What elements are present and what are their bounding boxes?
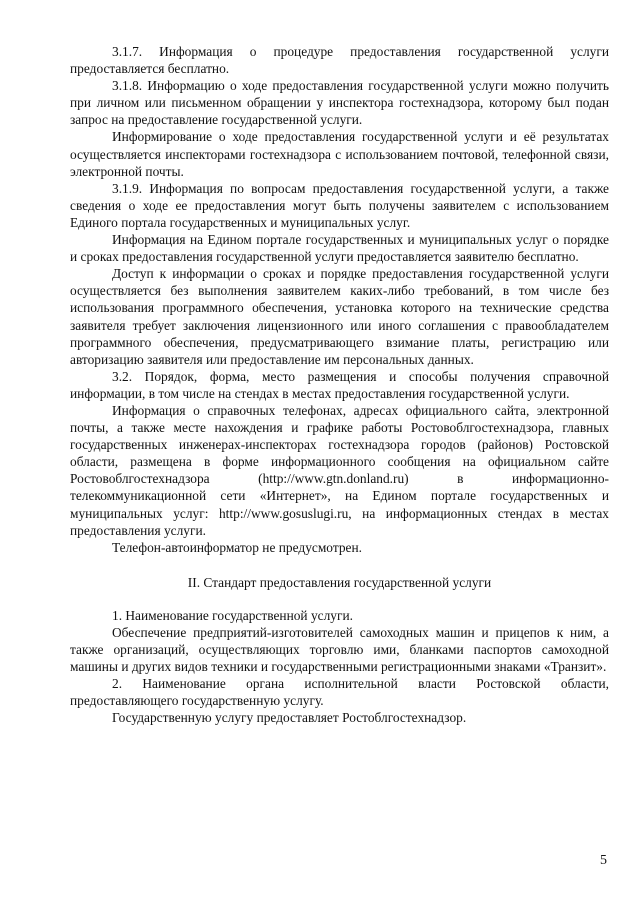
paragraph-3-1-7: 3.1.7. Информация о процедуре предоставления государственной услуги предоставляется бесплатно. — [70, 44, 609, 77]
paragraph-access-to-information: Доступ к информации о сроках и порядке предоставления государственной услуги осуществляется без выполнения заявителем каких-либо требований, в том числе без использования программного обеспечения, установка которого на технические средства заявителя требует заключения лицензионного или иного соглашения с правообладателем программного обеспечения, предусматривающего взимание платы, регистрацию или авторизацию заявителя или предоставление им персональных данных. — [70, 266, 609, 367]
paragraph-autoinformer: Телефон-автоинформатор не предусмотрен. — [112, 539, 362, 555]
paragraph-3-2: 3.2. Порядок, форма, место размещения и способы получения справочной информации, в том числе на стендах в местах предоставления государственной услуги. — [70, 368, 609, 401]
paragraph-service-name: Обеспечение предприятий-изготовителей самоходных машин и прицепов к ним, а также организаций, осуществляющих торговлю ими, бланками паспортов самоходной машины и других видов техники и государственными регистрационными знаками «Транзит». — [70, 625, 609, 675]
paragraph-authority: Государственную услугу предоставляет Ростоблгостехнадзор. — [112, 710, 467, 726]
paragraph-reference-information: Информация о справочных телефонах, адресах официального сайта, электронной почты, а также месте нахождения и графике работы Ростовоблгостехнадзора, главных государственных инженерах-инспекторах гостехнадзора городов (районов) Ростовской области, размещена в форме информационного сообщения на официальном сайте Ростовоблгостехнадзора (http://www.gtn.donland.ru) в информационно-телекоммуникационной сети «Интернет», на Едином портале государственных и муниципальных услуг: http://www.gosuslugi.ru, на информационных стендах в местах предоставления услуги. — [70, 402, 609, 538]
paragraph-unified-portal: Информация на Едином портале государственных и муниципальных услуг о порядке и сроках предоставления государственной услуги предоставляется заявителю бесплатно. — [70, 232, 609, 265]
section-heading: II. Стандарт предоставления государственной услуги — [187, 574, 492, 590]
paragraph-informing: Информирование о ходе предоставления государственной услуги и её результатах осуществляется инспекторами гостехнадзора с использованием почтовой, телефонной связи, электронной почты. — [70, 129, 609, 179]
paragraph-3-1-8: 3.1.8. Информацию о ходе предоставления государственной услуги можно получить при личном или письменном обращении у инспектора гостехнадзора, которому был подан запрос на предоставление государственной услуги. — [70, 78, 609, 128]
document-body — [70, 43, 609, 727]
paragraph-authority-title: 2. Наименование органа исполнительной власти Ростовской области, предоставляющего государственную услугу. — [70, 676, 609, 709]
page-number: 5 — [600, 853, 607, 868]
paragraph-3-1-9: 3.1.9. Информация по вопросам предоставления государственной услуги, а также сведения о ходе ее предоставления могут быть получены заявителем с использованием Единого портала государственных и муниципальных услуг. — [70, 180, 609, 230]
paragraph-service-name-title: 1. Наименование государственной услуги. — [112, 607, 353, 623]
